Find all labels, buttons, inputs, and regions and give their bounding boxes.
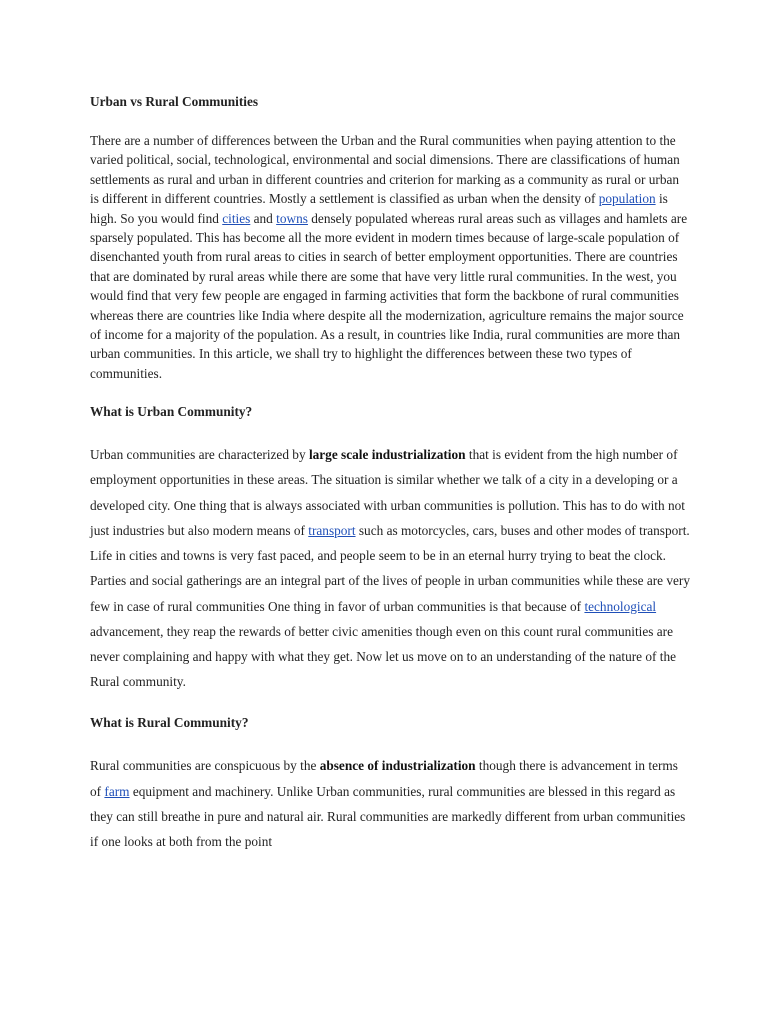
urban-bold-industrialization: large scale industrialization: [308, 447, 466, 463]
technological-link[interactable]: technological: [584, 598, 657, 614]
population-link[interactable]: population: [598, 191, 656, 207]
intro-text-2: is high. So you would find: [90, 191, 668, 226]
rural-heading: What is Rural Community?: [90, 715, 249, 731]
cities-link[interactable]: cities: [222, 210, 251, 226]
rural-bold-absence: absence of industrialization: [319, 758, 476, 774]
urban-paragraph: [90, 442, 690, 694]
rural-text-1: Rural communities are conspicuous by the: [90, 758, 320, 774]
intro-text-4: densely populated whereas rural areas such as villages and hamlets are sparsely populated. This has become all the more evident in modern times because of large-scale population of disenchanted youth from rural areas to cities in search of better employment opportunities. There are countries that are dominated by rural areas while there are some that have very little rural communities. In the west, you would find that very few people are engaged in farming activities that form the backbone of rural communities whereas there are countries like India where despite all the modernization, agriculture remains the major source of income for a majority of the population. As a result, in countries like India, rural communities are more than urban communities. In this article, we shall try to highlight the differences between these two types of communities.: [90, 210, 688, 381]
urban-text-2: that is evident from the high number of employment opportunities in these areas. The situation is similar whether we talk of a city in a developing or a developed city. One thing that is always associated with urban communities is pollution. This has to do with not just industries but also modern means of: [90, 447, 685, 538]
farm-link[interactable]: farm: [104, 783, 130, 799]
urban-text-4: advancement, they reap the rewards of better civic amenities though even on this count rural communities are never complaining and happy with what they get. Now let us move on to an understanding of the nature of the Rural community.: [90, 623, 677, 690]
urban-heading: What is Urban Community?: [90, 404, 253, 420]
towns-link[interactable]: towns: [276, 210, 308, 226]
intro-text-1: There are a number of differences between the Urban and the Rural communities when paying attention to the varied political, social, technological, environmental and social dimensions. There are classifications of human settlements as rural and urban in different countries and criterion for marking as a community as rural or urban is different in different countries. Mostly a settlement is classified as urban when the density of: [90, 133, 680, 207]
rural-text-2: though there is advancement in terms of: [90, 758, 678, 799]
rural-paragraph: [90, 753, 690, 854]
rural-text-3: equipment and machinery. Unlike Urban communities, rural communities are blessed in this regard as they can still breathe in pure and natural air. Rural communities are markedly different from urban communities if one looks at both from the point: [90, 783, 686, 849]
transport-link[interactable]: transport: [308, 522, 356, 538]
intro-paragraph: [90, 131, 690, 383]
intro-text-3: and: [250, 210, 277, 226]
urban-text-3: such as motorcycles, cars, buses and other modes of transport. Life in cities and towns is very fast paced, and people seem to be in an eternal hurry trying to beat the clock. Parties and social gatherings are an integral part of the lives of people in urban communities while these are very few in case of rural communities One thing in favor of urban communities is that because of: [90, 522, 691, 614]
urban-text-1: Urban communities are characterized by: [90, 447, 309, 463]
document-page: [90, 92, 690, 854]
document-title: Urban vs Rural Communities: [90, 94, 259, 109]
